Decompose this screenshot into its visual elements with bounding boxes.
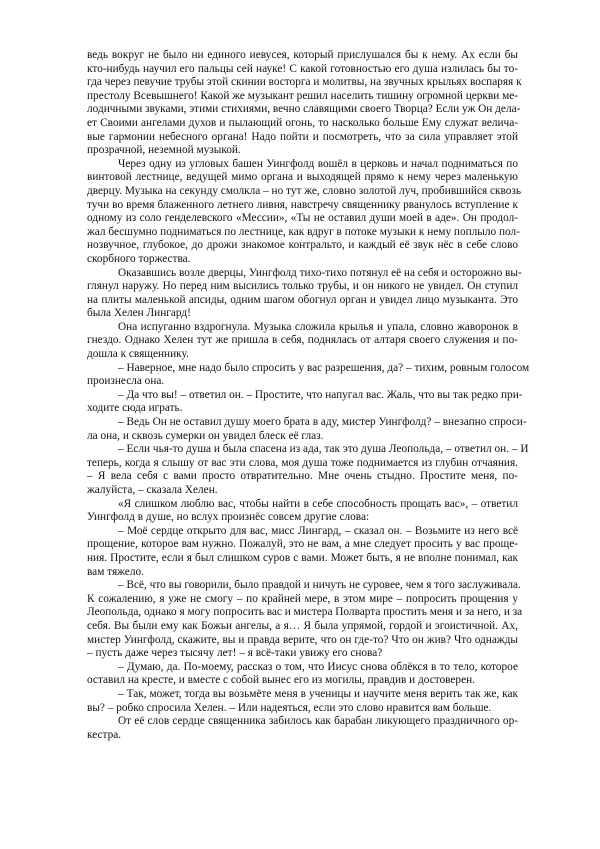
paragraph-start-line: – Моё сердце открыто для вас, мисс Лингард, – сказал он. – Возьмите из него всё xyxy=(118,524,518,537)
text-line: оставил на кресте, и вместе с собой вынес его из могилы, правдив и достоверен. xyxy=(87,674,475,687)
text-line: тучи во время блаженного летнего ливня, навстречу священнику рванулось вступление к xyxy=(87,198,518,211)
text-line: произнесла она. xyxy=(87,375,165,388)
text-line: одному из соло генделевского «Мессии», «Ты не оставил души моей в аде». Он продол- xyxy=(87,212,518,225)
text-line: – пусть даже через тысячу лет! – я всё-таки увижу его снова? xyxy=(87,647,383,660)
text-line: теперь, когда я слышу от вас эти слова, моя душа тоже поднимается из глубин отчаяния. xyxy=(87,456,518,469)
text-line: вам тяжело. xyxy=(87,565,144,578)
text-line: – Я вела себя с вами просто отвратительно. Мне очень стыдно. Простите меня, по- xyxy=(87,470,518,483)
text-line: гда через певучие трубы этой скинии восторга и молитвы, на звучных крыльях воспаряя к xyxy=(87,76,522,89)
paragraph-start-line: – Наверное, мне надо было спросить у вас разрешения, да? – тихим, ровным голосом xyxy=(118,361,530,374)
text-line: нозвучное, глубокое, до дрожи знакомое контральто, и каждый её звук нёс в себе слово xyxy=(87,239,518,252)
text-line: мистер Уингфолд, скажите, вы и правда верите, что он где-то? Что он жив? Что однажды xyxy=(87,633,518,646)
text-line: гнездо. Однако Хелен тут же пришла в себя, поднялась от алтаря своего служения и по- xyxy=(87,334,518,347)
paragraph-start-line: – Да что вы! – ответил он. – Простите, что напугал вас. Жаль, что вы так редко при- xyxy=(118,388,523,401)
paragraph-start-line: – Думаю, да. По-моему, рассказ о том, что Иисус снова облёкся в то тело, которое xyxy=(118,660,518,673)
paragraph-start-line: – Если чья-то душа и была спасена из ада, так это душа Леопольда, – ответил он. – И xyxy=(118,443,529,456)
text-line: прощение, которое вам нужно. Пожалуй, это не вам, а мне следует просить у вас проще- xyxy=(87,538,518,551)
text-line: ет Своими ангелами духов и пылающий огонь, то насколько больше Ему служат велича- xyxy=(87,116,518,129)
text-line: винтовой лестнице, ведущей мимо органа и выходящей прямо к нему через маленькую xyxy=(87,171,518,184)
paragraph-start-line: – Всё, что вы говорили, было правдой и ничуть не суровее, чем я того заслуживала. xyxy=(118,579,521,592)
text-line: жал бесшумно подниматься по лестнице, как вдруг в потоке музыки к нему поплыло пол- xyxy=(87,225,520,238)
paragraph-start-line: – Так, может, тогда вы возьмёте меня в ученицы и научите меня верить так же, как xyxy=(118,687,518,700)
text-line: кто-нибудь научил его пальцы сей науке! С какой готовностью его душа излилась бы то- xyxy=(87,62,518,75)
text-line: кестра. xyxy=(87,728,122,741)
text-line: ходите сюда играть. xyxy=(87,402,183,415)
text-line: К сожалению, я уже не смогу – по крайней мере, в этом мире – попросить прощения у xyxy=(87,592,518,605)
paragraph-start-line: «Я слишком люблю вас, чтобы найти в себе способность прощать вас», – ответил xyxy=(118,497,518,510)
text-line: дошла к священнику. xyxy=(87,348,189,361)
text-line: была Хелен Лингард! xyxy=(87,307,191,320)
text-line: ведь вокруг не было ни единого иевусея, который прислушался бы к нему. Ах если бы xyxy=(87,49,518,61)
text-line: себя. Вы были ему как Божьи ангелы, а я… Я была упрямой, гордой и эгоистичной. Ах, xyxy=(87,619,518,632)
text-line: жалуйста, – сказала Хелен. xyxy=(87,484,218,496)
text-line: Уингфолд в душе, но вслух произнёс совсем другие слова: xyxy=(87,511,370,524)
text-line: прозрачной, неземной музыкой. xyxy=(87,144,241,157)
body-text xyxy=(87,49,530,742)
text-line: ния. Простите, если я был слишком суров с вами. Может быть, я не вполне понимал, как xyxy=(87,551,518,564)
text-line: на плиты маленькой апсиды, одним шагом обогнул орган и увидел лицо музыканта. Это xyxy=(87,293,518,306)
text-line: престолу Всевышнего! Какой же музыкант решил населить тишину огромной церкви ме- xyxy=(87,89,519,102)
paragraph-start-line: Она испуганно вздрогнула. Музыка сложила крылья и упала, словно жаворонок в xyxy=(118,320,518,333)
text-line: глянул наружу. Но перед ним высились только трубы, и он никого не увидел. Он ступил xyxy=(87,280,518,293)
paragraph-start-line: – Ведь Он не оставил душу моего брата в аду, мистер Уингфолд? – внезапно спроси- xyxy=(118,416,527,429)
text-line: Леопольда, однако я могу попросить вас и мистера Полварта простить меня и за него, и за xyxy=(87,606,523,619)
paragraph-start-line: От её слов сердце священника забилось как барабан ликующего праздничного ор- xyxy=(118,715,518,728)
paragraph-start-line: Через одну из угловых башен Уингфолд вошёл в церковь и начал подниматься по xyxy=(118,157,518,170)
text-line: вые гармонии небесного органа! Надо пойти и посмотреть, что за сила управляет этой xyxy=(87,130,518,143)
text-line: лодичными звуками, этими стихиями, вечно славящими своего Творца? Если уж Он дела- xyxy=(87,103,521,116)
paragraph-start-line: Оказавшись возле дверцы, Уингфолд тихо-тихо потянул её на себя и осторожно вы- xyxy=(118,266,522,279)
text-line: скорбного торжества. xyxy=(87,252,191,265)
text-line: дверцу. Музыка на секунду смолкла – но тут же, словно золотой луч, пробившийся сквозь xyxy=(87,184,521,197)
text-line: ла она, и сквозь сумерки он увидел блеск её глаз. xyxy=(87,429,324,442)
text-line: вы? – робко спросила Хелен. – Или надеяться, если это слово нравится вам больше. xyxy=(87,701,492,714)
